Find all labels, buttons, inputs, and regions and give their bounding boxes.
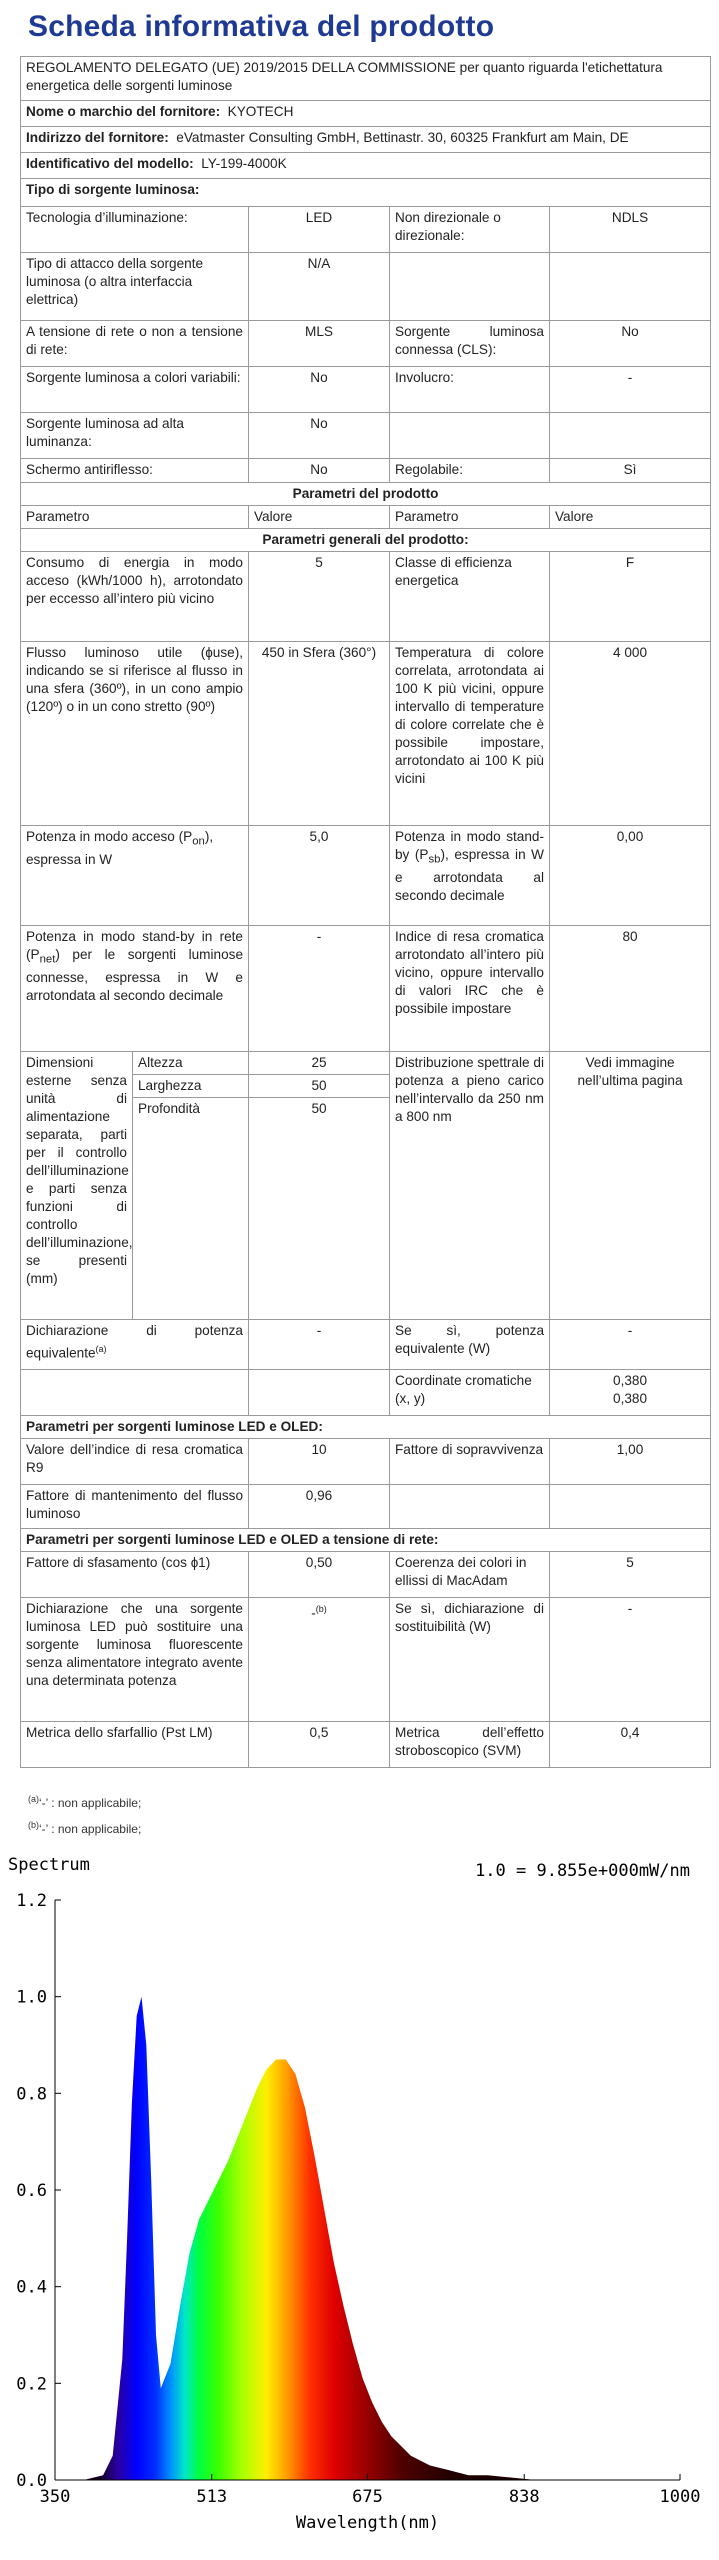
param-value: 5,0	[249, 826, 390, 926]
param-label: Se sì, dichiarazione di sostituibilità (W)	[390, 1598, 550, 1722]
led-mains-header-row	[21, 1529, 711, 1552]
source-value: No	[249, 413, 390, 459]
product-params-header-row	[21, 483, 711, 506]
source-label: Sorgente luminosa connessa (CLS):	[390, 321, 550, 367]
param-value: 0,4	[550, 1722, 711, 1768]
source-label: Sorgente luminosa ad alta luminanza:	[21, 413, 249, 459]
param-label: Dichiarazione che una sorgente luminosa LED può sostituire una sorgente luminosa fluorescente senza alimentatore integrato avente una determinata potenza	[21, 1598, 249, 1722]
x-tick-label: 1000	[659, 2487, 701, 2507]
source-value: Sì	[550, 459, 711, 483]
text-part: Potenza in modo stand-by in rete (P	[26, 929, 243, 962]
param-value	[550, 1370, 711, 1416]
column-header-param: Parametro	[21, 506, 249, 529]
supplier-label: Nome o marchio del fornitore:	[26, 104, 221, 119]
param-label: Fattore di sopravvivenza	[390, 1439, 550, 1485]
param-value: 450 in Sfera (360°)	[249, 642, 390, 826]
subscript: on	[192, 835, 205, 848]
supplier-value: KYOTECH	[227, 104, 294, 119]
param-label: Metrica dello sfarfallio (Pst LM)	[21, 1722, 249, 1768]
footnote-mark: (a)	[95, 1344, 107, 1354]
y-tick-label: 0.6	[16, 2181, 47, 2201]
source-value: N/A	[249, 253, 390, 321]
param-value: 0,50	[249, 1552, 390, 1598]
led-params-header-row	[21, 1416, 711, 1439]
param-label: Fattore di mantenimento del flusso luminoso	[21, 1485, 249, 1529]
param-label: Valore dell’indice di resa cromatica R9	[21, 1439, 249, 1485]
footnote	[28, 1788, 141, 1814]
param-row-r9	[21, 1439, 711, 1485]
param-label: Coordinate cromatiche (x, y)	[390, 1370, 550, 1416]
source-label: Schermo antiriflesso:	[21, 459, 249, 483]
param-row-replacement	[21, 1598, 711, 1722]
source-row	[21, 321, 711, 367]
product-params-header: Parametri del prodotto	[21, 483, 711, 506]
source-label	[390, 413, 550, 459]
param-value: 0,5	[249, 1722, 390, 1768]
y-tick-label: 0.4	[16, 2277, 47, 2298]
param-label: Indice di resa cromatica arrotondato all’intero più vicino, oppure intervallo di valori IRC che è possibile impostare	[390, 926, 550, 1052]
param-label: Fattore di sfasamento (cos ɸ1)	[21, 1552, 249, 1598]
param-label: Coerenza dei colori in ellissi di MacAdam	[390, 1552, 550, 1598]
param-row-flux	[21, 642, 711, 826]
param-value: 80	[550, 926, 711, 1052]
spectral-distribution-value: Vedi immagine nell’ultima pagina	[550, 1052, 711, 1320]
supplier-cell	[21, 101, 711, 127]
text-part: Potenza in modo acceso (P	[26, 829, 193, 844]
chart-annotation: 1.0 = 9.855e+000mW/nm	[475, 1861, 690, 1881]
source-label	[390, 253, 550, 321]
source-value: MLS	[249, 321, 390, 367]
param-label: Consumo di energia in modo acceso (kWh/1000 h), arrotondato per eccesso all’intero più vicino	[21, 552, 249, 642]
source-value: No	[249, 459, 390, 483]
subscript: sb	[428, 853, 441, 866]
source-row	[21, 207, 711, 253]
param-value: 4 000	[550, 642, 711, 826]
footnote-mark: (b)	[315, 1604, 327, 1614]
general-params-header-row	[21, 529, 711, 552]
param-label	[390, 826, 550, 926]
height-value: 25	[249, 1052, 390, 1075]
param-label	[21, 1320, 249, 1370]
param-row-maint	[21, 1485, 711, 1529]
text-part: ) per le sorgenti luminose connesse, espressa in W e arrotondata al secondo decimale	[26, 947, 243, 1003]
param-value: 10	[249, 1439, 390, 1485]
source-row	[21, 413, 711, 459]
empty-cell	[21, 1370, 249, 1416]
param-label: Classe di efficienza energetica	[390, 552, 550, 642]
regulation-text: REGOLAMENTO DELEGATO (UE) 2019/2015 DELLA COMMISSIONE per quanto riguarda l'etichettatura energetica delle sorgenti luminose	[21, 57, 711, 101]
chroma-x: 0,380	[613, 1373, 648, 1388]
param-label	[21, 826, 249, 926]
footnote-mark: (a)	[28, 1794, 39, 1804]
source-type-header-row	[21, 179, 711, 207]
param-label: Flusso luminoso utile (ɸuse), indicando se si riferisce al flusso in una sfera (360º), in un cono ampio (120º) o in un cono stretto (90º)	[21, 642, 249, 826]
param-label: Temperatura di colore correlata, arrotondata ai 100 K più vicini, oppure intervallo di temperature di colore correlate che è possibile impostare, arrotondato ai 100 K più vicini	[390, 642, 550, 826]
spectrum-chart-svg	[0, 1840, 719, 2540]
x-tick-label: 513	[196, 2487, 228, 2507]
source-value: NDLS	[550, 207, 711, 253]
x-tick-label: 675	[352, 2487, 383, 2507]
source-row	[21, 459, 711, 483]
model-value: LY-199-4000K	[201, 156, 287, 171]
source-label: Tecnologia d’illuminazione:	[21, 207, 249, 253]
spectrum-chart	[0, 1840, 719, 2540]
empty-cell	[390, 1485, 550, 1529]
x-axis-label: Wavelength(nm)	[295, 2513, 440, 2533]
text-part: ), espressa in W	[26, 829, 214, 867]
chart-title: Spectrum	[8, 1855, 90, 1875]
param-row-cos	[21, 1552, 711, 1598]
text-part: -	[311, 1605, 316, 1621]
param-value: 0,00	[550, 826, 711, 926]
regulation-row	[21, 57, 711, 101]
spectral-distribution-label: Distribuzione spettrale di potenza a pieno carico nell’intervallo da 250 nm a 800 nm	[390, 1052, 550, 1320]
param-value: -	[550, 1320, 711, 1370]
chroma-y: 0,380	[613, 1391, 648, 1406]
text-part: Dichiarazione di potenza equivalente	[26, 1323, 243, 1361]
param-value: -	[550, 1598, 711, 1722]
source-label: Tipo di attacco della sorgente luminosa (o altra interfaccia elettrica)	[21, 253, 249, 321]
source-value: LED	[249, 207, 390, 253]
column-header-value: Valore	[249, 506, 390, 529]
model-label: Identificativo del modello:	[26, 156, 194, 171]
param-label: Metrica dell’effetto stroboscopico (SVM)	[390, 1722, 550, 1768]
footnote	[28, 1814, 141, 1840]
source-label: Non direzionale o direzionale:	[390, 207, 550, 253]
y-tick-label: 0.8	[16, 2084, 47, 2105]
product-info-table	[20, 56, 711, 1768]
column-header-row	[21, 506, 711, 529]
source-value	[550, 253, 711, 321]
param-label: Se sì, potenza equivalente (W)	[390, 1320, 550, 1370]
page-title: Scheda informativa del prodotto	[28, 10, 495, 43]
address-value: eVatmaster Consulting GmbH, Bettinastr. 30, 60325 Frankfurt am Main, DE	[176, 130, 629, 145]
param-row-pst	[21, 1722, 711, 1768]
spectrum-area	[55, 1997, 680, 2480]
x-tick-label: 838	[508, 2487, 540, 2507]
param-value: -	[249, 926, 390, 1052]
footnote-text: ‘-’ : non applicabile;	[39, 1822, 142, 1836]
source-value: No	[550, 321, 711, 367]
param-value: 5	[550, 1552, 711, 1598]
source-value: -	[550, 367, 711, 413]
width-value: 50	[249, 1075, 390, 1098]
source-row	[21, 253, 711, 321]
param-row-energy	[21, 552, 711, 642]
param-row-chroma	[21, 1370, 711, 1416]
param-row-dims	[21, 1052, 711, 1075]
source-label: Regolabile:	[390, 459, 550, 483]
source-value	[550, 413, 711, 459]
param-value: 1,00	[550, 1439, 711, 1485]
model-row	[21, 153, 711, 179]
param-value: 0,96	[249, 1485, 390, 1529]
model-cell	[21, 153, 711, 179]
y-tick-label: 0.2	[16, 2374, 47, 2395]
y-tick-label: 1.2	[16, 1891, 47, 1911]
depth-label: Profondità	[133, 1098, 249, 1320]
footnotes	[28, 1788, 141, 1840]
general-params-header: Parametri generali del prodotto:	[21, 529, 711, 552]
param-value	[249, 1598, 390, 1722]
chart-layer	[8, 1855, 700, 2533]
param-row-power-on	[21, 826, 711, 926]
footnote-text: ‘-’ : non applicabile;	[39, 1796, 142, 1810]
footnote-mark: (b)	[28, 1820, 39, 1830]
text-part: ), espressa in W e arrotondata al secondo decimale	[395, 847, 545, 903]
param-value: -	[249, 1320, 390, 1370]
param-value: F	[550, 552, 711, 642]
address-cell	[21, 127, 711, 153]
column-header-value: Valore	[550, 506, 711, 529]
param-row-power-net	[21, 926, 711, 1052]
width-label: Larghezza	[133, 1075, 249, 1098]
empty-cell	[550, 1485, 711, 1529]
source-row	[21, 367, 711, 413]
param-label	[21, 926, 249, 1052]
source-value: No	[249, 367, 390, 413]
y-tick-label: 1.0	[16, 1987, 47, 2008]
source-label: Involucro:	[390, 367, 550, 413]
source-label: Sorgente luminosa a colori variabili:	[21, 367, 249, 413]
address-row	[21, 127, 711, 153]
param-value: 5	[249, 552, 390, 642]
x-tick-label: 350	[39, 2487, 71, 2507]
depth-value: 50	[249, 1098, 390, 1320]
column-header-param: Parametro	[390, 506, 550, 529]
y-tick-label: 0.0	[16, 2471, 47, 2491]
address-label: Indirizzo del fornitore:	[26, 130, 169, 145]
source-label: A tensione di rete o non a tensione di rete:	[21, 321, 249, 367]
param-row-equiv	[21, 1320, 711, 1370]
height-label: Altezza	[133, 1052, 249, 1075]
subscript: net	[39, 953, 56, 966]
dimensions-label: Dimensioni esterne senza unità di alimentazione separata, parti per il controllo dell’illuminazione e parti senza funzioni di controllo dell’illuminazione, se presenti (mm)	[21, 1052, 133, 1320]
source-type-header: Tipo di sorgente luminosa:	[21, 179, 711, 207]
empty-cell	[249, 1370, 390, 1416]
text-part: Potenza in modo stand-by (P	[395, 829, 544, 862]
supplier-row	[21, 101, 711, 127]
led-mains-header: Parametri per sorgenti luminose LED e OLED a tensione di rete:	[21, 1529, 711, 1552]
led-params-header: Parametri per sorgenti luminose LED e OLED:	[21, 1416, 711, 1439]
